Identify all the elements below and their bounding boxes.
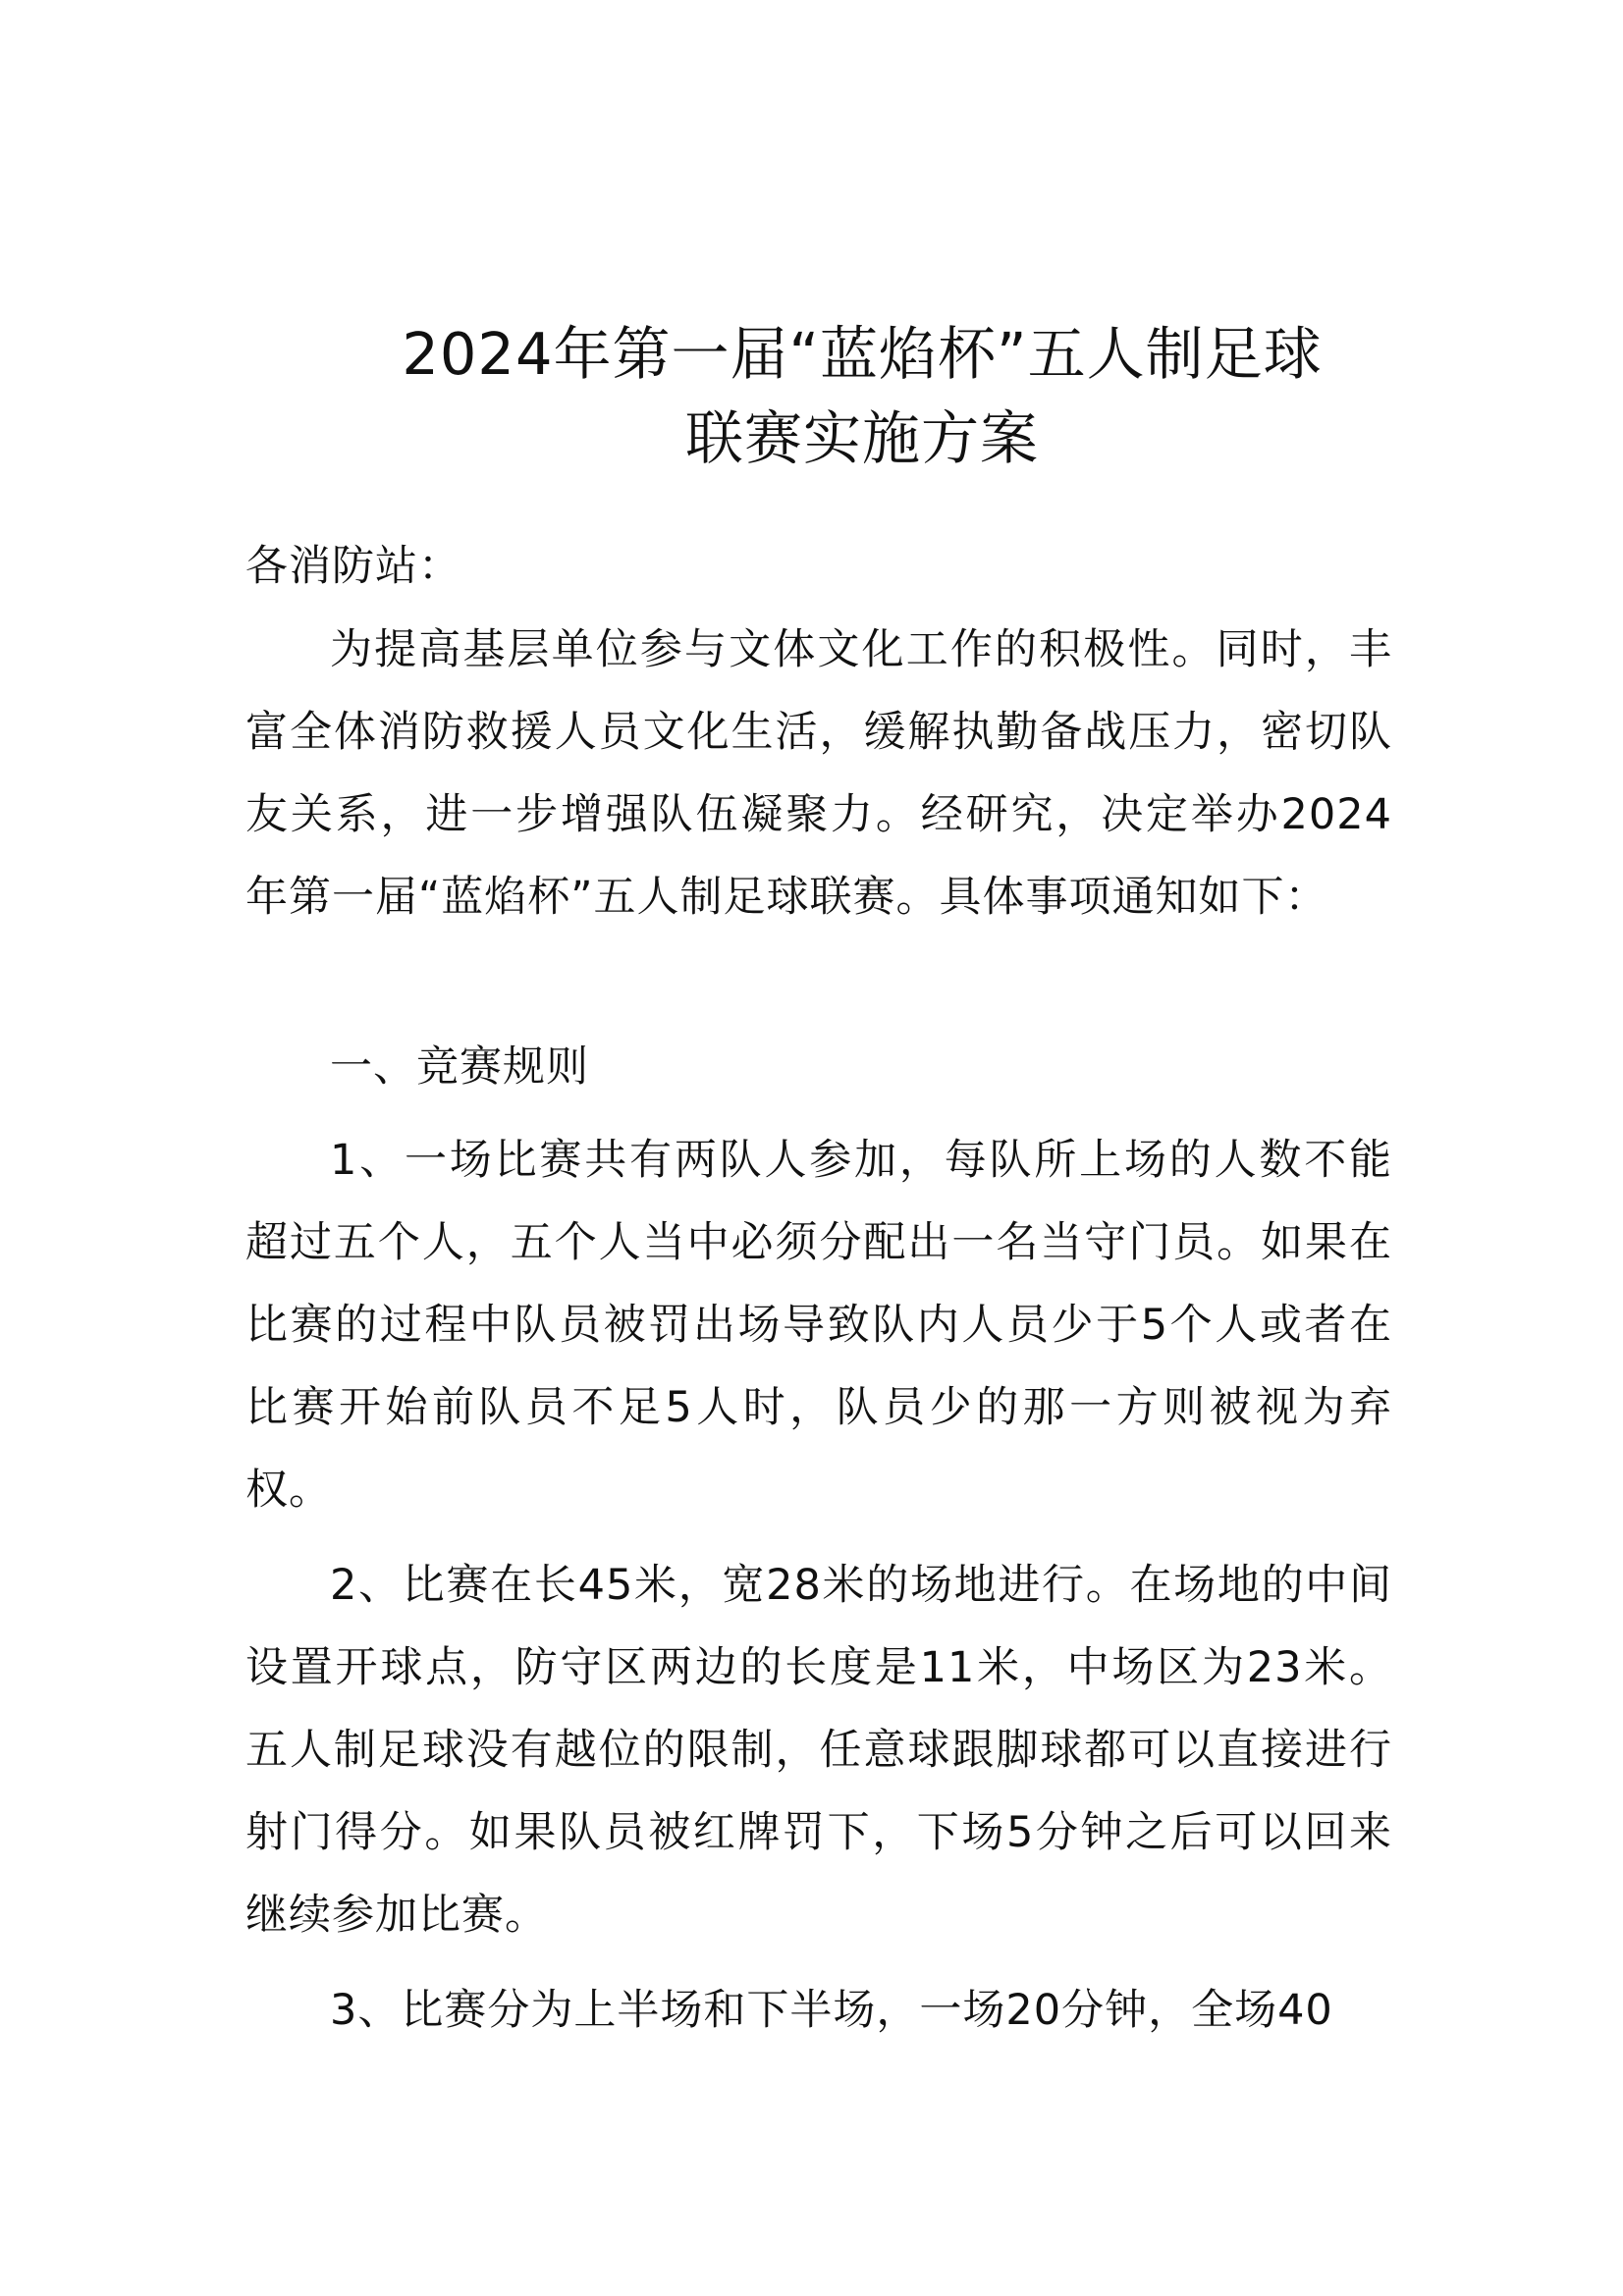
intro-paragraph: 为提高基层单位参与文体文化工作的积极性。同时，丰富全体消防救援人员文化生活，缓解执勤备战压力，密切队友关系，进一步增强队伍凝聚力。经研究，决定举办2024年第一届“蓝焰杯”五人制足球联赛。具体事项通知如下： — [245, 625, 1392, 922]
rule-paragraph-1: 1、一场比赛共有两队人参加，每队所上场的人数不能超过五个人，五个人当中必须分配出一名当守门员。如果在比赛的过程中队员被罚出场导致队内人员少于5个人或者在比赛开始前队员不足5人时，队员少的那一方则被视为弃权。 — [245, 1136, 1392, 1515]
rule-paragraph-2: 2、比赛在长45米，宽28米的场地进行。在场地的中间设置开球点，防守区两边的长度是11米，中场区为23米。五人制足球没有越位的限制，任意球跟脚球都可以直接进行射门得分。如果队员被红牌罚下，下场5分钟之后可以回来继续参加比赛。 — [245, 1561, 1392, 1940]
document-title: 2024年第一届“蓝焰杯”五人制足球 联赛实施方案 — [402, 320, 1323, 473]
rule-paragraph-3: 3、比赛分为上半场和下半场，一场20分钟，全场40 — [330, 1986, 1333, 2035]
salutation: 各消防站： — [245, 542, 461, 591]
section-heading: 一、竞赛规则 — [330, 1042, 589, 1092]
